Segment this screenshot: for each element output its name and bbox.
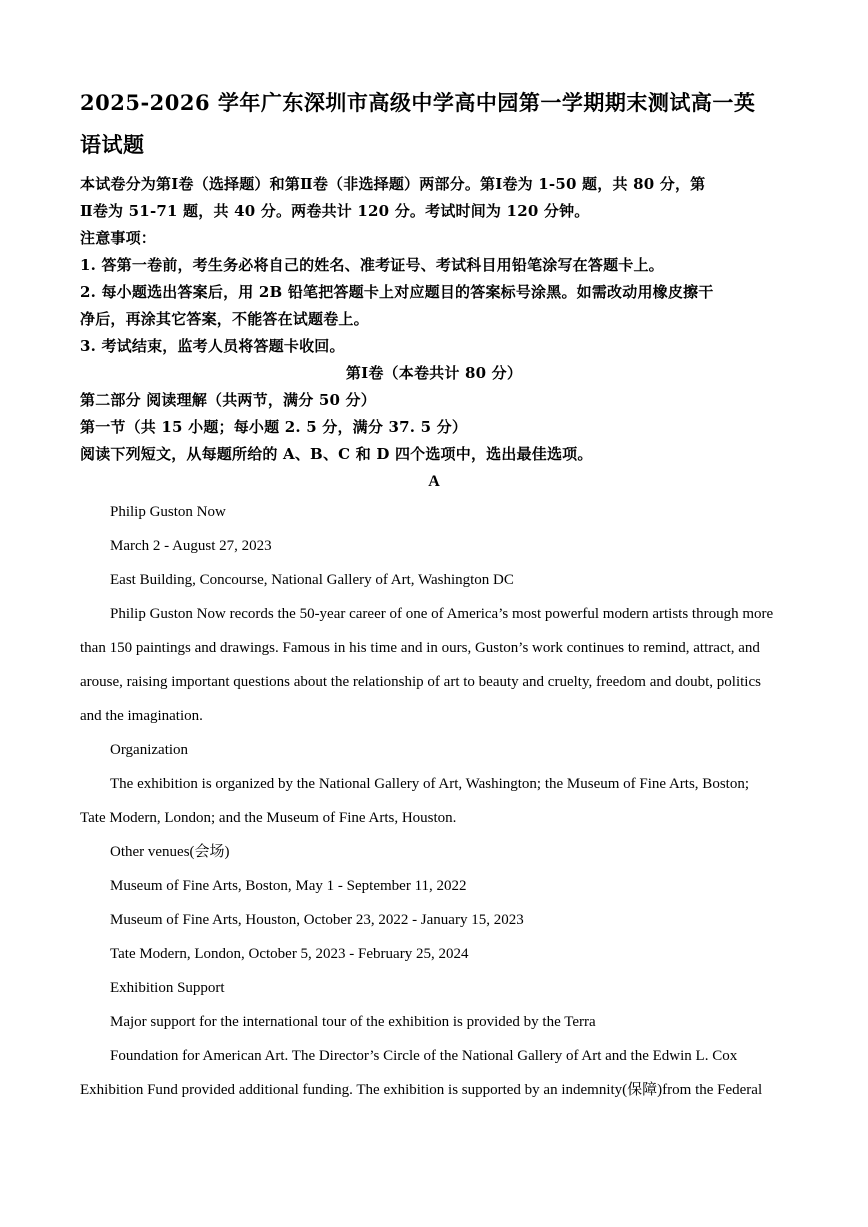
notice-item-3: 3. 考试结束，监考人员将答题卡收回。 <box>80 337 345 355</box>
venues-heading: Other venues(会场) <box>110 844 230 860</box>
support-heading: Exhibition Support <box>110 980 225 996</box>
support-line-1: Major support for the international tour of the exhibition is provided by the Terra <box>110 1014 596 1030</box>
volume-heading: 第Ⅰ卷（本卷共计 80 分） <box>345 364 523 382</box>
exhibit-title: Philip Guston Now <box>110 504 226 520</box>
exhibit-dates: March 2 - August 27, 2023 <box>110 538 272 554</box>
part-heading: 第二部分 阅读理解（共两节，满分 50 分） <box>80 391 376 409</box>
exam-title-line-1: 2025-2026 学年广东深圳市高级中学高中园第一学期期末测试高一英 <box>80 90 756 115</box>
intro-line-2: Ⅱ卷为 51-71 题，共 40 分。两卷共计 120 分。考试时间为 120 分钟。 <box>80 202 590 220</box>
directions: 阅读下列短文，从每题所给的 A、B、C 和 D 四个选项中，选出最佳选项。 <box>80 445 593 463</box>
organization-line-1: The exhibition is organized by the National Gallery of Art, Washington; the Museum of Fine Arts, Boston; <box>110 776 749 792</box>
paragraph-1-line-2: than 150 paintings and drawings. Famous in his time and in ours, Guston’s work continues to remind, attract, and <box>80 640 760 656</box>
notice-item-2-line-2: 净后，再涂其它答案，不能答在试题卷上。 <box>80 310 369 328</box>
organization-line-2: Tate Modern, London; and the Museum of Fine Arts, Houston. <box>80 810 457 826</box>
paragraph-1-line-4: and the imagination. <box>80 708 203 724</box>
exam-title-line-2: 语试题 <box>80 132 145 157</box>
intro-line-1: 本试卷分为第Ⅰ卷（选择题）和第Ⅱ卷（非选择题）两部分。第Ⅰ卷为 1-50 题，共 80 分，第 <box>80 175 706 193</box>
venue-houston: Museum of Fine Arts, Houston, October 23, 2022 - January 15, 2023 <box>110 912 524 928</box>
exhibit-location: East Building, Concourse, National Gallery of Art, Washington DC <box>110 572 514 588</box>
passage-letter: A <box>428 473 440 490</box>
venue-london: Tate Modern, London, October 5, 2023 - February 25, 2024 <box>110 946 469 962</box>
support-line-3: Exhibition Fund provided additional funding. The exhibition is supported by an indemnity(保障)from the Federal <box>80 1082 763 1098</box>
notice-item-1: 1. 答第一卷前，考生务必将自己的姓名、准考证号、考试科目用铅笔涂写在答题卡上。 <box>80 256 664 274</box>
notice-item-2-line-1: 2. 每小题选出答案后，用 2B 铅笔把答题卡上对应题目的答案标号涂黑。如需改动用橡皮擦干 <box>80 283 714 301</box>
exam-title <box>80 82 800 166</box>
paragraph-1-line-1: Philip Guston Now records the 50-year career of one of America’s most powerful modern artists through more <box>110 606 774 622</box>
support-line-2: Foundation for American Art. The Director’s Circle of the National Gallery of Art and the Edwin L. Cox <box>110 1048 738 1064</box>
venue-boston: Museum of Fine Arts, Boston, May 1 - September 11, 2022 <box>110 878 467 894</box>
subsection-heading: 第一节（共 15 小题；每小题 2. 5 分，满分 37. 5 分） <box>80 418 468 436</box>
organization-heading: Organization <box>110 742 189 758</box>
paragraph-1-line-3: arouse, raising important questions about the relationship of art to beauty and cruelty, freedom and doubt, politics <box>80 674 761 690</box>
notice-heading: 注意事项： <box>80 229 157 247</box>
